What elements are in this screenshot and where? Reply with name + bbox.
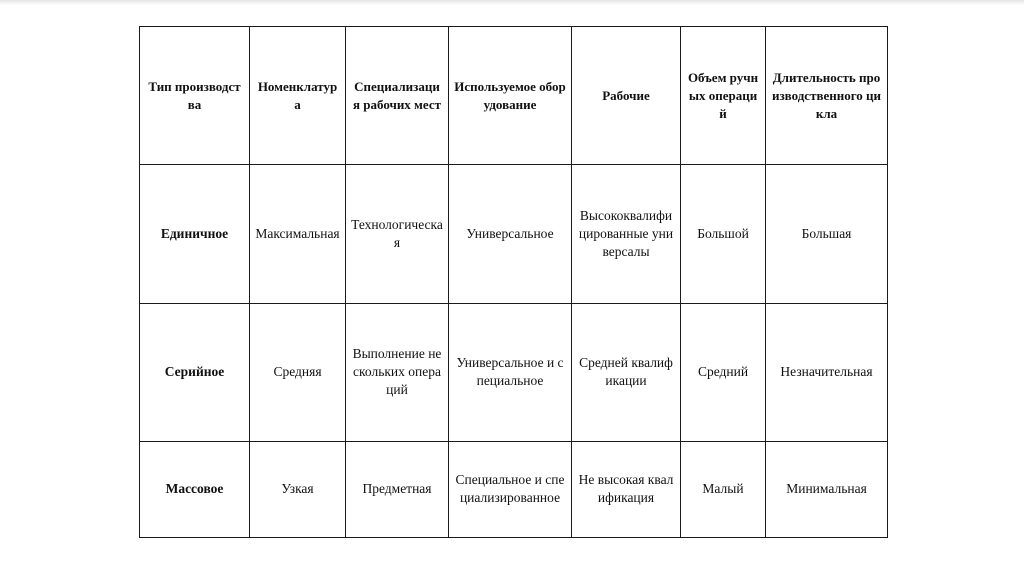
header-cycle-duration: Длительность производственного цикла (766, 27, 888, 165)
row-type: Единичное (140, 165, 250, 303)
table-header-row (140, 27, 888, 165)
header-manual-operations: Объем ручных операций (681, 27, 766, 165)
table-cell: Минимальная (766, 441, 888, 537)
table-cell: Универсальное и специальное (449, 303, 572, 441)
table-cell: Не высокая квалификация (572, 441, 681, 537)
table-cell: Средняя (250, 303, 346, 441)
table-cell: Технологическая (346, 165, 449, 303)
header-equipment: Используемое оборудование (449, 27, 572, 165)
header-production-type: Тип производства (140, 27, 250, 165)
production-types-table (139, 26, 888, 538)
table-row (140, 165, 888, 303)
header-workplace-specialization: Специализация рабочих мест (346, 27, 449, 165)
table-cell: Высококвалифицированные универсалы (572, 165, 681, 303)
table-cell: Большой (681, 165, 766, 303)
table-cell: Незначительная (766, 303, 888, 441)
header-workers: Рабочие (572, 27, 681, 165)
table-cell: Специальное и специализированное (449, 441, 572, 537)
top-edge-shade (0, 0, 1024, 5)
header-nomenclature: Номенклатура (250, 27, 346, 165)
table-cell: Узкая (250, 441, 346, 537)
table-cell: Средний (681, 303, 766, 441)
table-row (140, 441, 888, 537)
table-cell: Средней квалификации (572, 303, 681, 441)
table-row (140, 303, 888, 441)
table-cell: Максимальная (250, 165, 346, 303)
table-cell: Большая (766, 165, 888, 303)
row-type: Массовое (140, 441, 250, 537)
table-cell: Универсальное (449, 165, 572, 303)
table-cell: Малый (681, 441, 766, 537)
table-cell: Предметная (346, 441, 449, 537)
row-type: Серийное (140, 303, 250, 441)
table-cell: Выполнение нескольких операций (346, 303, 449, 441)
